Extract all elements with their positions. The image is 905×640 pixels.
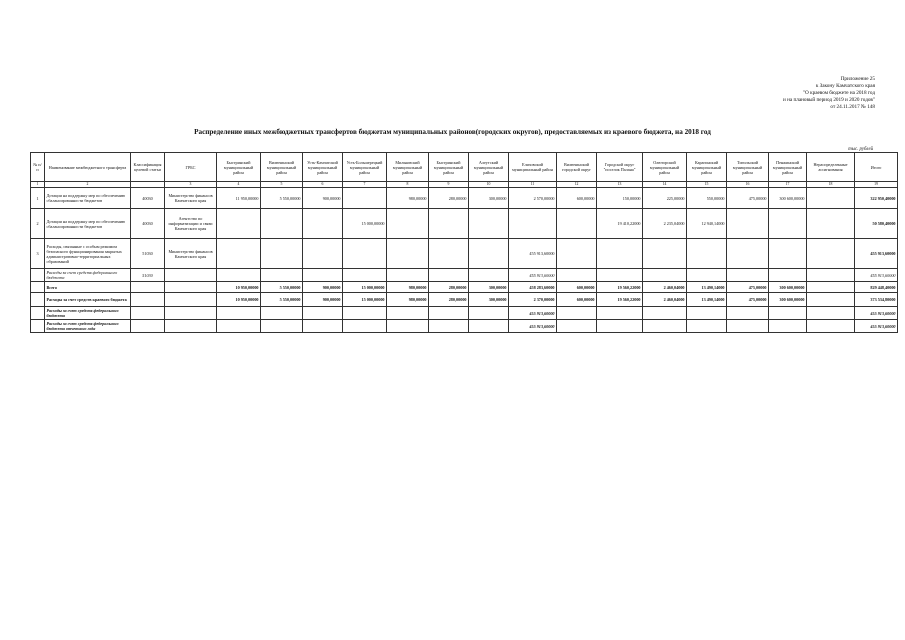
federal-budget-row bbox=[31, 307, 898, 320]
header-cell: Пенжинский муниципальный район bbox=[769, 153, 807, 182]
value-cell bbox=[597, 307, 643, 320]
column-number: 1 bbox=[31, 182, 45, 188]
annex-line-2: к Закону Камчатского края bbox=[815, 83, 875, 89]
value-cell: 19 560,22000 bbox=[597, 293, 643, 307]
value-cell bbox=[343, 239, 387, 269]
value-cell: 5 550,00000 bbox=[261, 293, 303, 307]
value-cell: 455 913,60000 bbox=[509, 239, 557, 269]
value-cell bbox=[687, 320, 727, 333]
value-cell: 13 490,14000 bbox=[687, 293, 727, 307]
row-grbs bbox=[165, 293, 217, 307]
value-cell bbox=[429, 320, 469, 333]
row-code: 51030 bbox=[131, 239, 165, 269]
value-cell bbox=[261, 209, 303, 239]
header-cell: Алеутский муниципальный район bbox=[469, 153, 509, 182]
value-cell: 980,00000 bbox=[387, 282, 429, 293]
value-cell bbox=[469, 307, 509, 320]
header-cell: Тигильский муниципальный район bbox=[727, 153, 769, 182]
column-number: 2 bbox=[45, 182, 131, 188]
value-cell bbox=[217, 320, 261, 333]
value-cell: 15 000,00000 bbox=[343, 293, 387, 307]
value-cell bbox=[343, 320, 387, 333]
value-cell bbox=[343, 307, 387, 320]
row-name: Дотации на поддержку мер по обеспечению сбалансированности бюджетов bbox=[45, 188, 131, 209]
value-cell: 900,00000 bbox=[303, 293, 343, 307]
header-cell: Наименование межбюджетного трансферта bbox=[45, 153, 131, 182]
row-total: 829 448,40000 bbox=[855, 282, 898, 293]
value-cell: 5 550,00000 bbox=[261, 188, 303, 209]
column-number: 11 bbox=[509, 182, 557, 188]
document-title: Распределение иных межбюджетных трансфертов бюджетам муниципальных районов(городских округов), предоставляемых из краевого бюджета, на 2018 год bbox=[194, 128, 711, 136]
value-cell: 19 410,22000 bbox=[597, 209, 643, 239]
value-cell bbox=[261, 269, 303, 282]
header-cell: Нераспределенные ассигнования bbox=[807, 153, 855, 182]
value-cell: 11 950,00000 bbox=[217, 188, 261, 209]
row-grbs bbox=[165, 269, 217, 282]
header-cell: № п/п bbox=[31, 153, 45, 182]
value-cell bbox=[429, 307, 469, 320]
value-cell bbox=[303, 269, 343, 282]
value-cell bbox=[217, 269, 261, 282]
value-cell bbox=[687, 239, 727, 269]
column-number: 6 bbox=[303, 182, 343, 188]
row-number bbox=[31, 269, 45, 282]
value-cell bbox=[727, 307, 769, 320]
value-cell bbox=[727, 269, 769, 282]
row-number: 2 bbox=[31, 209, 45, 239]
value-cell bbox=[343, 188, 387, 209]
value-cell bbox=[597, 320, 643, 333]
value-cell: 280,00000 bbox=[429, 293, 469, 307]
value-cell bbox=[303, 239, 343, 269]
federal-label: Расходы за счет средств федерального бюджета bbox=[45, 307, 131, 320]
value-cell bbox=[303, 209, 343, 239]
value-cell bbox=[557, 209, 597, 239]
header-cell: Городской округ "поселок Палана" bbox=[597, 153, 643, 182]
table-row bbox=[31, 239, 898, 269]
row-total: 455 913,60000 bbox=[855, 239, 898, 269]
column-number: 9 bbox=[429, 182, 469, 188]
value-cell: 455 913,60000 bbox=[509, 269, 557, 282]
value-cell bbox=[643, 239, 687, 269]
annex-line-5: от 24.11.2017 № 148 bbox=[830, 104, 875, 110]
value-cell bbox=[643, 307, 687, 320]
value-cell: 980,00000 bbox=[387, 188, 429, 209]
column-number: 5 bbox=[261, 182, 303, 188]
row-code bbox=[131, 282, 165, 293]
value-cell: 455 913,60000 bbox=[509, 307, 557, 320]
row-name: Расходы, связанные с особым режимом безопасного функционирования закрытых административно-территориальных образований bbox=[45, 239, 131, 269]
value-cell: 475,00000 bbox=[727, 293, 769, 307]
value-cell: 2 370,00000 bbox=[509, 293, 557, 307]
value-cell bbox=[387, 239, 429, 269]
value-cell bbox=[807, 307, 855, 320]
value-cell bbox=[469, 320, 509, 333]
value-cell: 2 460,04000 bbox=[643, 293, 687, 307]
subtotal-label: Расходы за счет средств краевого бюджета bbox=[45, 293, 131, 307]
value-cell bbox=[807, 239, 855, 269]
value-cell bbox=[687, 269, 727, 282]
row-grbs: Министерство финансов Камчатского края bbox=[165, 239, 217, 269]
header-cell: Мильковский муниципальный район bbox=[387, 153, 429, 182]
value-cell: 600,00000 bbox=[557, 293, 597, 307]
row-total: 455 913,60000 bbox=[855, 269, 898, 282]
table-row bbox=[31, 269, 898, 282]
value-cell: 455 913,60000 bbox=[509, 320, 557, 333]
value-cell bbox=[217, 209, 261, 239]
value-cell bbox=[643, 320, 687, 333]
value-cell bbox=[807, 282, 855, 293]
value-cell bbox=[469, 269, 509, 282]
value-cell bbox=[469, 239, 509, 269]
value-cell bbox=[343, 269, 387, 282]
header-cell: Олюторский муниципальный район bbox=[643, 153, 687, 182]
value-cell bbox=[217, 307, 261, 320]
column-number: 13 bbox=[597, 182, 643, 188]
value-cell bbox=[509, 209, 557, 239]
header-cell: Елизовский муниципальный район bbox=[509, 153, 557, 182]
value-cell: 600,00000 bbox=[557, 188, 597, 209]
value-cell: 280,00000 bbox=[429, 188, 469, 209]
row-code: 40030 bbox=[131, 209, 165, 239]
value-cell bbox=[303, 307, 343, 320]
header-cell: ГРБС bbox=[165, 153, 217, 182]
value-cell: 150,00000 bbox=[597, 188, 643, 209]
row-number bbox=[31, 293, 45, 307]
row-number bbox=[31, 320, 45, 333]
header-cell: Карагинский муниципальный район bbox=[687, 153, 727, 182]
value-cell bbox=[387, 209, 429, 239]
value-cell: 458 283,60000 bbox=[509, 282, 557, 293]
value-cell: 300,00000 bbox=[469, 282, 509, 293]
row-code: 51030 bbox=[131, 269, 165, 282]
value-cell bbox=[557, 307, 597, 320]
transfers-table bbox=[30, 152, 898, 333]
value-cell bbox=[727, 209, 769, 239]
value-cell: 13 490,14000 bbox=[687, 282, 727, 293]
row-number: 1 bbox=[31, 188, 45, 209]
value-cell bbox=[807, 188, 855, 209]
value-cell bbox=[387, 269, 429, 282]
header-cell: Усть-Большерецкий муниципальный район bbox=[343, 153, 387, 182]
value-cell bbox=[261, 320, 303, 333]
column-number: 19 bbox=[855, 182, 898, 188]
value-cell bbox=[807, 293, 855, 307]
row-code bbox=[131, 320, 165, 333]
value-cell: 225,00000 bbox=[643, 188, 687, 209]
value-cell bbox=[643, 269, 687, 282]
column-number: 10 bbox=[469, 182, 509, 188]
value-cell bbox=[807, 209, 855, 239]
value-cell: 300 600,00000 bbox=[769, 293, 807, 307]
value-cell bbox=[769, 209, 807, 239]
value-cell bbox=[597, 269, 643, 282]
value-cell: 15 000,00000 bbox=[343, 282, 387, 293]
row-number bbox=[31, 307, 45, 320]
federal-budget-row bbox=[31, 320, 898, 333]
header-cell: Быстринский муниципальный район bbox=[429, 153, 469, 182]
value-cell bbox=[597, 239, 643, 269]
column-number: 7 bbox=[343, 182, 387, 188]
annex-block bbox=[655, 76, 875, 111]
row-grbs bbox=[165, 282, 217, 293]
value-cell: 475,00000 bbox=[727, 188, 769, 209]
value-cell: 900,00000 bbox=[303, 188, 343, 209]
header-cell: Вилючинский городской округ bbox=[557, 153, 597, 182]
column-number: 8 bbox=[387, 182, 429, 188]
value-cell bbox=[217, 239, 261, 269]
value-cell: 15 000,00000 bbox=[343, 209, 387, 239]
header-cell: Вилючинский муниципальный район bbox=[261, 153, 303, 182]
column-number: 16 bbox=[727, 182, 769, 188]
row-total: 322 950,40000 bbox=[855, 188, 898, 209]
row-grbs: Министерство финансов Камчатского края bbox=[165, 188, 217, 209]
units-label: тыс. рублей bbox=[848, 147, 873, 152]
row-total: 373 534,80000 bbox=[855, 293, 898, 307]
value-cell: 300,00000 bbox=[469, 293, 509, 307]
column-number: 15 bbox=[687, 182, 727, 188]
value-cell bbox=[303, 320, 343, 333]
value-cell: 475,00000 bbox=[727, 282, 769, 293]
value-cell: 280,00000 bbox=[429, 282, 469, 293]
column-number: 3 bbox=[165, 182, 217, 188]
table-row bbox=[31, 209, 898, 239]
value-cell bbox=[557, 320, 597, 333]
value-cell bbox=[807, 269, 855, 282]
value-cell bbox=[387, 307, 429, 320]
value-cell: 980,00000 bbox=[387, 293, 429, 307]
value-cell: 2 235,04000 bbox=[643, 209, 687, 239]
value-cell: 2 460,04000 bbox=[643, 282, 687, 293]
row-grbs: Агентство по информатизации и связи Камчатского края bbox=[165, 209, 217, 239]
value-cell bbox=[769, 307, 807, 320]
total-label: Всего bbox=[45, 282, 131, 293]
value-cell: 300,00000 bbox=[469, 188, 509, 209]
value-cell bbox=[387, 320, 429, 333]
value-cell bbox=[769, 269, 807, 282]
federal-label: Расходы за счет средств федерального бюджета отчетного года bbox=[45, 320, 131, 333]
row-total: 455 913,60000 bbox=[855, 307, 898, 320]
value-cell bbox=[807, 320, 855, 333]
value-cell bbox=[727, 320, 769, 333]
row-code: 40030 bbox=[131, 188, 165, 209]
header-cell: Быстринский муниципальный район bbox=[217, 153, 261, 182]
row-total: 50 580,40000 bbox=[855, 209, 898, 239]
value-cell: 300 600,00000 bbox=[769, 282, 807, 293]
value-cell bbox=[727, 239, 769, 269]
column-number: 18 bbox=[807, 182, 855, 188]
column-number: 17 bbox=[769, 182, 807, 188]
value-cell: 12 940,14000 bbox=[687, 209, 727, 239]
row-grbs bbox=[165, 307, 217, 320]
value-cell bbox=[557, 239, 597, 269]
row-number: 3 bbox=[31, 239, 45, 269]
row-number bbox=[31, 282, 45, 293]
value-cell bbox=[557, 269, 597, 282]
value-cell: 10 950,00000 bbox=[217, 293, 261, 307]
header-cell: Усть-Камчатский муниципальный район bbox=[303, 153, 343, 182]
value-cell: 300 600,00000 bbox=[769, 188, 807, 209]
row-total: 455 913,60000 bbox=[855, 320, 898, 333]
value-cell: 10 950,00000 bbox=[217, 282, 261, 293]
value-cell: 2 570,00000 bbox=[509, 188, 557, 209]
column-number: 14 bbox=[643, 182, 687, 188]
value-cell: 5 550,00000 bbox=[261, 282, 303, 293]
value-cell: 600,00000 bbox=[557, 282, 597, 293]
total-row bbox=[31, 282, 898, 293]
table-row bbox=[31, 188, 898, 209]
column-number: 4 bbox=[217, 182, 261, 188]
annex-line-1: Приложение 25 bbox=[840, 76, 875, 82]
value-cell bbox=[261, 307, 303, 320]
value-cell bbox=[429, 269, 469, 282]
row-code bbox=[131, 293, 165, 307]
value-cell bbox=[429, 239, 469, 269]
column-number: 12 bbox=[557, 182, 597, 188]
row-grbs bbox=[165, 320, 217, 333]
value-cell bbox=[769, 239, 807, 269]
value-cell bbox=[769, 320, 807, 333]
header-row bbox=[31, 153, 898, 182]
value-cell: 19 560,22000 bbox=[597, 282, 643, 293]
row-name: Дотации на поддержку мер по обеспечению сбалансированности бюджетов bbox=[45, 209, 131, 239]
regional-budget-row bbox=[31, 293, 898, 307]
annex-line-4: и на плановый период 2019 и 2020 годов" bbox=[783, 97, 875, 103]
header-cell: Итого bbox=[855, 153, 898, 182]
value-cell bbox=[687, 307, 727, 320]
value-cell bbox=[429, 209, 469, 239]
annex-line-3: "О краевом бюджете на 2018 год bbox=[802, 90, 875, 96]
row-name: Расходы за счет средств федерального бюджета bbox=[45, 269, 131, 282]
value-cell bbox=[469, 209, 509, 239]
value-cell bbox=[261, 239, 303, 269]
row-code bbox=[131, 307, 165, 320]
header-cell: Классификация целевой статьи bbox=[131, 153, 165, 182]
value-cell: 550,00000 bbox=[687, 188, 727, 209]
value-cell: 900,00000 bbox=[303, 282, 343, 293]
